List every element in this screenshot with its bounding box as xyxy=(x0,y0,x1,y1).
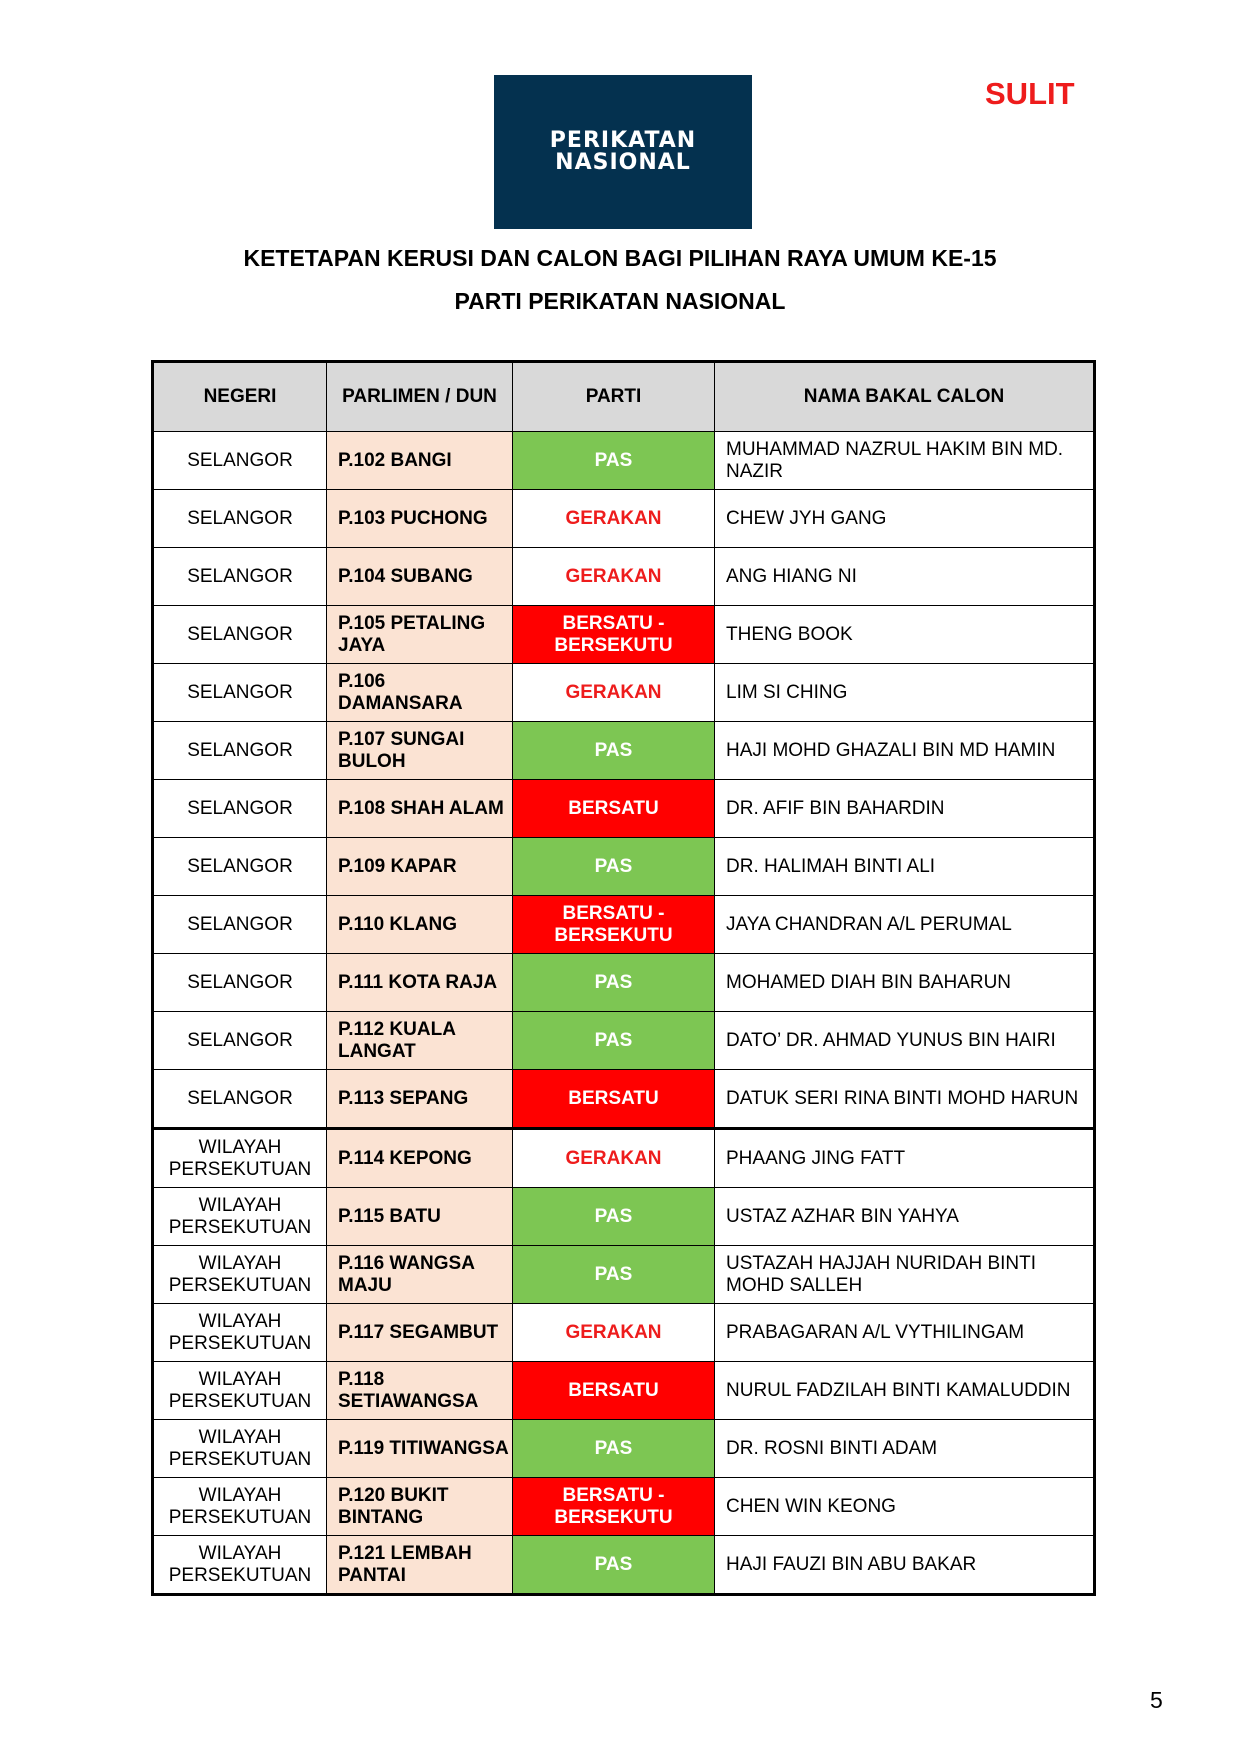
table-body xyxy=(153,432,1095,1595)
candidate-name-cell: PHAANG JING FATT xyxy=(715,1129,1095,1188)
candidate-table-container xyxy=(151,360,1096,1596)
table-row xyxy=(153,432,1095,490)
negeri-cell: SELANGOR xyxy=(153,432,327,490)
negeri-cell: SELANGOR xyxy=(153,722,327,780)
negeri-cell: WILAYAH PERSEKUTUAN xyxy=(153,1478,327,1536)
parti-cell: PAS xyxy=(513,1536,715,1595)
negeri-cell: SELANGOR xyxy=(153,954,327,1012)
negeri-cell: SELANGOR xyxy=(153,606,327,664)
classification-label: SULIT xyxy=(985,76,1075,111)
candidate-name-cell: CHEW JYH GANG xyxy=(715,490,1095,548)
table-row xyxy=(153,664,1095,722)
candidate-name-cell: DATO’ DR. AHMAD YUNUS BIN HAIRI xyxy=(715,1012,1095,1070)
parlimen-cell: P.104 SUBANG xyxy=(327,548,513,606)
candidate-name-cell: PRABAGARAN A/L VYTHILINGAM xyxy=(715,1304,1095,1362)
parlimen-cell: P.120 BUKIT BINTANG xyxy=(327,1478,513,1536)
candidate-name-cell: JAYA CHANDRAN A/L PERUMAL xyxy=(715,896,1095,954)
table-row xyxy=(153,1188,1095,1246)
parlimen-cell: P.102 BANGI xyxy=(327,432,513,490)
parlimen-cell: P.107 SUNGAI BULOH xyxy=(327,722,513,780)
header-parlimen: PARLIMEN / DUN xyxy=(327,362,513,432)
parti-cell: BERSATU - BERSEKUTU xyxy=(513,606,715,664)
table-row xyxy=(153,1478,1095,1536)
parlimen-cell: P.110 KLANG xyxy=(327,896,513,954)
candidate-name-cell: CHEN WIN KEONG xyxy=(715,1478,1095,1536)
document-title: KETETAPAN KERUSI DAN CALON BAGI PILIHAN RAYA UMUM KE-15 xyxy=(243,245,997,271)
document-subtitle: PARTI PERIKATAN NASIONAL xyxy=(454,288,786,314)
candidate-name-cell: MOHAMED DIAH BIN BAHARUN xyxy=(715,954,1095,1012)
candidate-name-cell: NURUL FADZILAH BINTI KAMALUDDIN xyxy=(715,1362,1095,1420)
negeri-cell: SELANGOR xyxy=(153,896,327,954)
page-number: 5 xyxy=(1150,1687,1163,1713)
table-row xyxy=(153,1304,1095,1362)
header-nama: NAMA BAKAL CALON xyxy=(715,362,1095,432)
parti-cell: PAS xyxy=(513,838,715,896)
negeri-cell: SELANGOR xyxy=(153,1012,327,1070)
negeri-cell: SELANGOR xyxy=(153,664,327,722)
parlimen-cell: P.103 PUCHONG xyxy=(327,490,513,548)
parti-cell: BERSATU xyxy=(513,1070,715,1129)
parti-cell: BERSATU - BERSEKUTU xyxy=(513,1478,715,1536)
candidate-name-cell: USTAZ AZHAR BIN YAHYA xyxy=(715,1188,1095,1246)
parti-cell: PAS xyxy=(513,1420,715,1478)
parti-cell: BERSATU - BERSEKUTU xyxy=(513,896,715,954)
table-row xyxy=(153,780,1095,838)
parlimen-cell: P.121 LEMBAH PANTAI xyxy=(327,1536,513,1595)
table-row xyxy=(153,1536,1095,1595)
parti-cell: GERAKAN xyxy=(513,1129,715,1188)
candidate-name-cell: HAJI MOHD GHAZALI BIN MD HAMIN xyxy=(715,722,1095,780)
parlimen-cell: P.106 DAMANSARA xyxy=(327,664,513,722)
table-row xyxy=(153,838,1095,896)
candidate-name-cell: USTAZAH HAJJAH NURIDAH BINTI MOHD SALLEH xyxy=(715,1246,1095,1304)
candidate-name-cell: ANG HIANG NI xyxy=(715,548,1095,606)
candidate-name-cell: DATUK SERI RINA BINTI MOHD HARUN xyxy=(715,1070,1095,1129)
candidate-name-cell: THENG BOOK xyxy=(715,606,1095,664)
parti-cell: PAS xyxy=(513,954,715,1012)
header-negeri: NEGERI xyxy=(153,362,327,432)
negeri-cell: WILAYAH PERSEKUTUAN xyxy=(153,1304,327,1362)
candidate-name-cell: MUHAMMAD NAZRUL HAKIM BIN MD. NAZIR xyxy=(715,432,1095,490)
table-row xyxy=(153,896,1095,954)
candidate-name-cell: DR. HALIMAH BINTI ALI xyxy=(715,838,1095,896)
negeri-cell: WILAYAH PERSEKUTUAN xyxy=(153,1420,327,1478)
parlimen-cell: P.105 PETALING JAYA xyxy=(327,606,513,664)
table-row xyxy=(153,1420,1095,1478)
candidate-table xyxy=(151,360,1096,1596)
negeri-cell: SELANGOR xyxy=(153,490,327,548)
negeri-cell: WILAYAH PERSEKUTUAN xyxy=(153,1536,327,1595)
parlimen-cell: P.109 KAPAR xyxy=(327,838,513,896)
parlimen-cell: P.116 WANGSA MAJU xyxy=(327,1246,513,1304)
parti-cell: PAS xyxy=(513,432,715,490)
negeri-cell: SELANGOR xyxy=(153,1070,327,1129)
parlimen-cell: P.112 KUALA LANGAT xyxy=(327,1012,513,1070)
negeri-cell: SELANGOR xyxy=(153,780,327,838)
parti-cell: PAS xyxy=(513,1012,715,1070)
table-header-row xyxy=(153,362,1095,432)
negeri-cell: WILAYAH PERSEKUTUAN xyxy=(153,1188,327,1246)
parlimen-cell: P.119 TITIWANGSA xyxy=(327,1420,513,1478)
negeri-cell: WILAYAH PERSEKUTUAN xyxy=(153,1362,327,1420)
perikatan-nasional-logo xyxy=(494,75,752,229)
table-row xyxy=(153,490,1095,548)
parti-cell: GERAKAN xyxy=(513,490,715,548)
table-row xyxy=(153,1012,1095,1070)
parlimen-cell: P.111 KOTA RAJA xyxy=(327,954,513,1012)
parti-cell: PAS xyxy=(513,1246,715,1304)
parti-cell: BERSATU xyxy=(513,1362,715,1420)
table-row xyxy=(153,606,1095,664)
parlimen-cell: P.115 BATU xyxy=(327,1188,513,1246)
negeri-cell: SELANGOR xyxy=(153,838,327,896)
table-row xyxy=(153,722,1095,780)
logo-line-1: PERIKATAN xyxy=(549,128,697,153)
negeri-cell: SELANGOR xyxy=(153,548,327,606)
candidate-name-cell: DR. ROSNI BINTI ADAM xyxy=(715,1420,1095,1478)
parlimen-cell: P.114 KEPONG xyxy=(327,1129,513,1188)
logo-line-2: NASIONAL xyxy=(555,150,691,175)
candidate-name-cell: HAJI FAUZI BIN ABU BAKAR xyxy=(715,1536,1095,1595)
candidate-name-cell: LIM SI CHING xyxy=(715,664,1095,722)
header-parti: PARTI xyxy=(513,362,715,432)
table-row xyxy=(153,954,1095,1012)
parti-cell: PAS xyxy=(513,722,715,780)
table-row xyxy=(153,1246,1095,1304)
parlimen-cell: P.108 SHAH ALAM xyxy=(327,780,513,838)
candidate-name-cell: DR. AFIF BIN BAHARDIN xyxy=(715,780,1095,838)
parti-cell: GERAKAN xyxy=(513,548,715,606)
parti-cell: PAS xyxy=(513,1188,715,1246)
table-row xyxy=(153,1362,1095,1420)
parti-cell: GERAKAN xyxy=(513,664,715,722)
table-row xyxy=(153,1070,1095,1129)
negeri-cell: WILAYAH PERSEKUTUAN xyxy=(153,1129,327,1188)
parlimen-cell: P.118 SETIAWANGSA xyxy=(327,1362,513,1420)
negeri-cell: WILAYAH PERSEKUTUAN xyxy=(153,1246,327,1304)
table-row xyxy=(153,1129,1095,1188)
table-row xyxy=(153,548,1095,606)
parti-cell: GERAKAN xyxy=(513,1304,715,1362)
parlimen-cell: P.117 SEGAMBUT xyxy=(327,1304,513,1362)
parlimen-cell: P.113 SEPANG xyxy=(327,1070,513,1129)
parti-cell: BERSATU xyxy=(513,780,715,838)
